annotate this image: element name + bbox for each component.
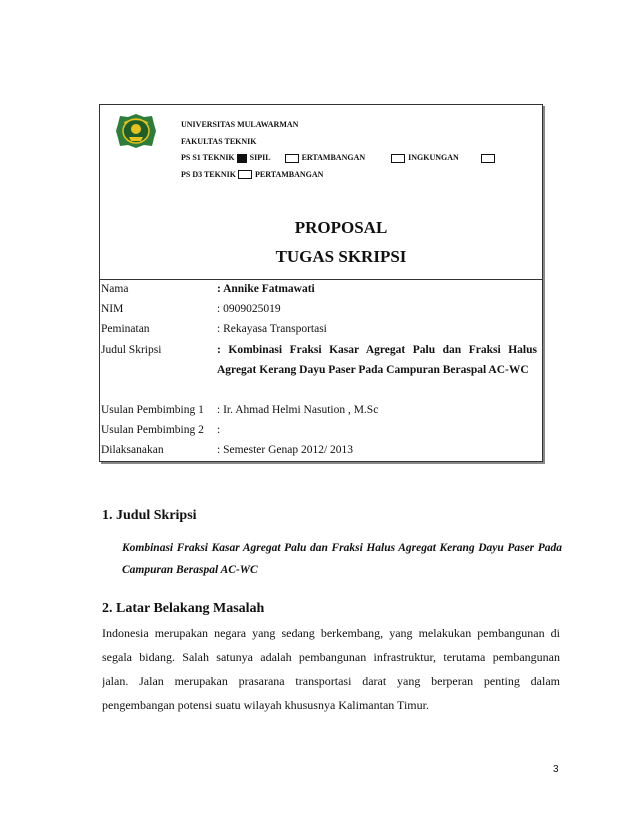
label-dilaksanakan: Dilaksanakan — [101, 444, 164, 456]
ps-s1-row — [181, 150, 498, 167]
section2-heading: 2. Latar Belakang Masalah — [102, 601, 265, 616]
label-pembimbing1: Usulan Pembimbing 1 — [101, 404, 204, 416]
proposal-box — [99, 104, 543, 462]
section2-line2: segala bidang. Salah satunya adalah pembangunan infrastruktur, terutama pembangunan — [102, 650, 560, 664]
section1-heading: 1. Judul Skripsi — [102, 508, 197, 523]
checkbox-lingkungan[interactable] — [391, 154, 405, 163]
option-sipil: SIPIL — [249, 153, 271, 162]
proposal-title: PROPOSAL — [294, 218, 388, 237]
faculty-name: FAKULTAS TEKNIK — [181, 136, 257, 146]
university-name: UNIVERSITAS MULAWARMAN — [181, 120, 299, 129]
value-nama: : Annike Fatmawati — [217, 283, 315, 295]
ps-d3-label: PS D3 TEKNIK — [181, 169, 236, 179]
box-divider — [100, 279, 542, 280]
value-dilaksanakan: : Semester Genap 2012/ 2013 — [217, 444, 354, 456]
label-pembimbing2: Usulan Pembimbing 2 — [101, 424, 204, 436]
university-logo-icon — [115, 113, 157, 149]
checkbox-d3-pertambangan[interactable] — [238, 170, 252, 179]
section1-line1: Kombinasi Fraksi Kasar Agregat Palu dan Fraksi Halus Agregat Kerang Dayu Paser Pada — [122, 542, 562, 554]
value-judul-line1: : Kombinasi Fraksi Kasar Agregat Palu dan Fraksi Halus — [217, 344, 537, 356]
section2-line4: pengembangan potensi suatu wilayah khususnya Kalimantan Timur. — [102, 698, 429, 712]
label-peminatan: Peminatan — [101, 323, 150, 335]
label-judul: Judul Skripsi — [101, 344, 162, 356]
ps-d3-row — [181, 167, 498, 184]
value-pembimbing1: : Ir. Ahmad Helmi Nasution , M.Sc — [217, 404, 379, 416]
label-nama: Nama — [101, 283, 129, 295]
option-lingkungan: INGKUNGAN — [408, 153, 459, 162]
section2-body — [102, 621, 560, 717]
checkbox-sipil[interactable] — [237, 154, 247, 163]
proposal-subtitle: TUGAS SKRIPSI — [275, 247, 407, 266]
section2-line1: Indonesia merupakan negara yang sedang berkembang, yang melakukan pembangunan di — [102, 626, 560, 640]
ps-s1-label: PS S1 TEKNIK — [181, 153, 235, 162]
value-peminatan: : Rekayasa Transportasi — [217, 323, 327, 335]
header-lines — [181, 117, 498, 183]
section1-line2: Campuran Beraspal AC-WC — [122, 564, 258, 576]
option-d3-pertambangan: PERTAMBANGAN — [254, 169, 324, 179]
checkbox-extra[interactable] — [481, 154, 495, 163]
section2-line3: jalan. Jalan merupakan prasarana transportasi darat yang berperan penting dalam — [102, 674, 560, 688]
value-judul-line2: Agregat Kerang Dayu Paser Pada Campuran Beraspal AC-WC — [217, 364, 529, 376]
value-pembimbing2: : — [217, 424, 221, 436]
option-pertambangan: ERTAMBANGAN — [301, 153, 366, 162]
page-number: 3 — [553, 764, 559, 775]
label-nim: NIM — [101, 303, 124, 315]
section1-body — [122, 537, 562, 581]
checkbox-pertambangan[interactable] — [285, 154, 299, 163]
value-nim: : 0909025019 — [217, 303, 281, 315]
